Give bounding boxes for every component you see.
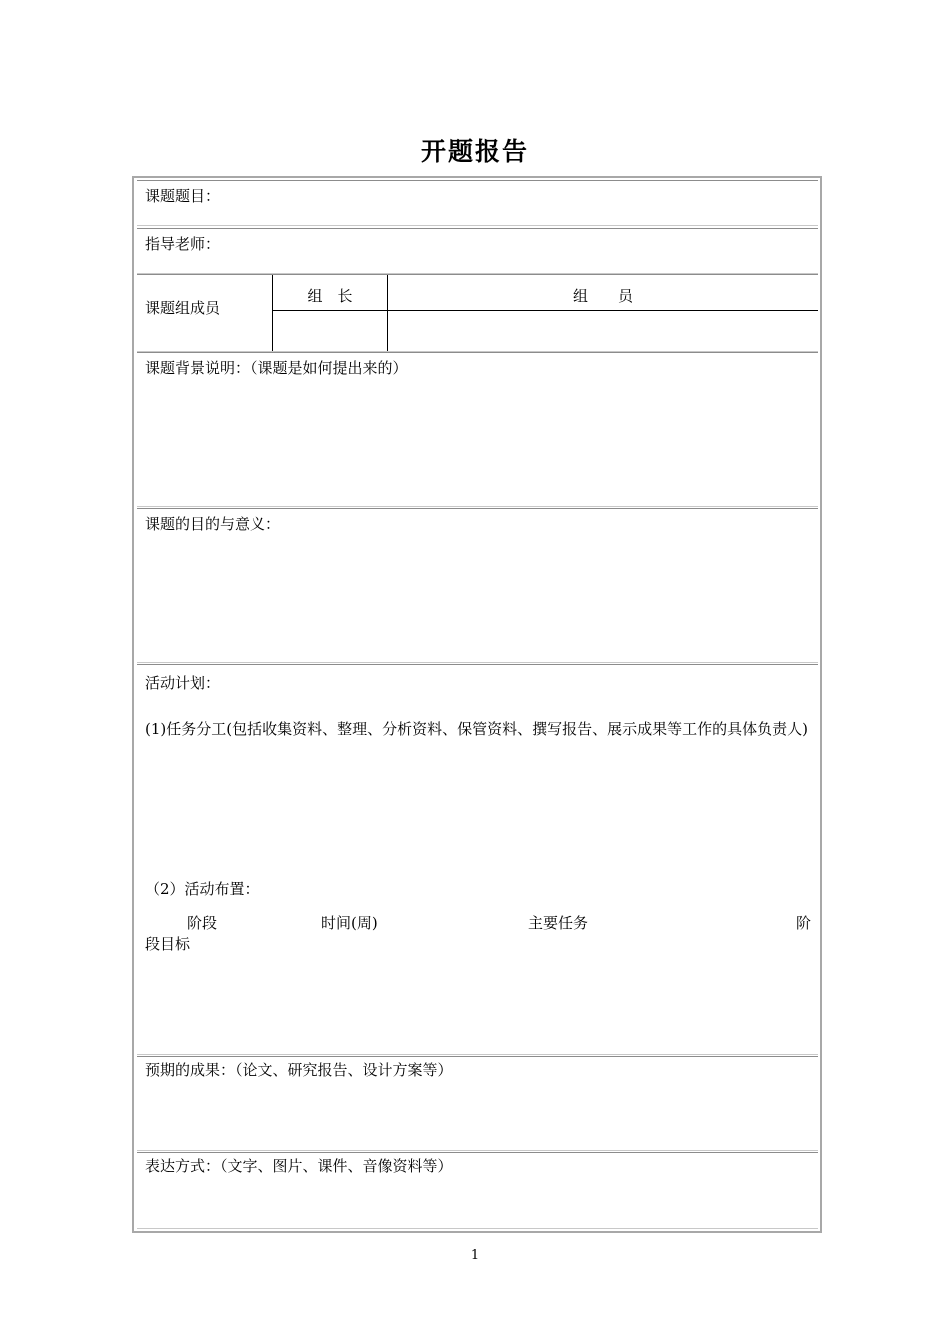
plan-row[interactable]: [137, 664, 818, 1055]
results-label: 预期的成果：（论文、研究报告、设计方案等）: [145, 1061, 453, 1079]
topic-label: 课题题目：: [145, 187, 221, 205]
expression-label: 表达方式：（文字、图片、课件、音像资料等）: [145, 1157, 453, 1175]
document-title: 开题报告: [420, 137, 529, 166]
purpose-row[interactable]: [137, 508, 818, 663]
advisor-label: 指导老师：: [145, 235, 221, 253]
member-input-cell[interactable]: [388, 311, 818, 351]
stage-col-header: 阶段: [187, 914, 218, 932]
member-header: 组 员: [572, 287, 633, 305]
plan-label: 活动计划：: [145, 674, 221, 692]
goal-col-header-end: 段目标: [145, 935, 191, 953]
leader-input-cell[interactable]: [273, 311, 387, 351]
task-col-header: 主要任务: [528, 914, 589, 932]
expression-row[interactable]: [137, 1152, 818, 1229]
topic-row[interactable]: [137, 180, 818, 226]
plan-arrangement: （2）活动布置：: [145, 880, 260, 898]
results-row[interactable]: [137, 1056, 818, 1151]
members-row: [137, 274, 818, 352]
page-number: 1: [470, 1248, 480, 1263]
members-label: 课题组成员: [145, 299, 221, 317]
background-row[interactable]: [137, 352, 818, 507]
time-col-header: 时间(周): [321, 914, 378, 932]
goal-col-header-start: 阶: [795, 914, 811, 932]
purpose-label: 课题的目的与意义：: [145, 515, 281, 533]
background-label: 课题背景说明：（课题是如何提出来的）: [145, 359, 408, 377]
leader-header: 组 长: [307, 287, 353, 305]
advisor-row[interactable]: [137, 228, 818, 274]
plan-division: (1)任务分工(包括收集资料、整理、分析资料、保管资料、撰写报告、展示成果等工作的具体负责人): [145, 720, 808, 738]
